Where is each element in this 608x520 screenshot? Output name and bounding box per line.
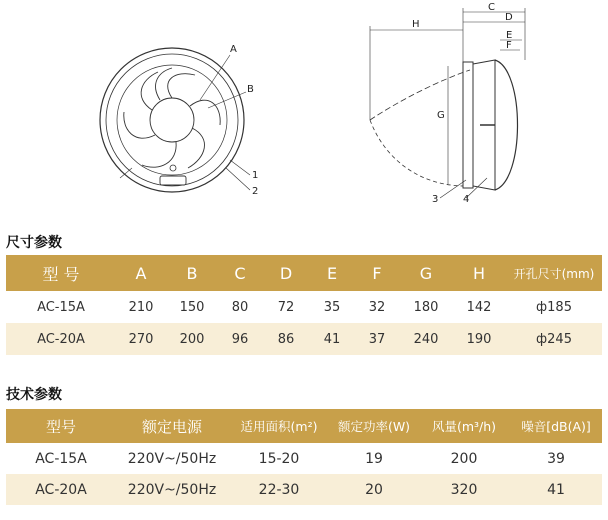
hub-circle bbox=[150, 98, 194, 142]
dim-header-f: F bbox=[372, 263, 382, 283]
table-cell: AC-15A bbox=[37, 299, 85, 315]
table-cell: 220V~/50Hz bbox=[127, 450, 217, 467]
tech-header-noise: 噪音[dB(A)] bbox=[521, 419, 591, 434]
table-row bbox=[6, 291, 602, 323]
technical-drawing bbox=[0, 0, 608, 225]
table-cell: 142 bbox=[466, 299, 492, 315]
dim-header-g: G bbox=[419, 263, 433, 283]
dim-header-b: B bbox=[186, 263, 198, 283]
table-cell: 15-20 bbox=[258, 450, 300, 467]
label-G: G bbox=[437, 110, 445, 121]
label-A: A bbox=[230, 44, 237, 55]
label-D: D bbox=[505, 12, 513, 23]
table-cell: 200 bbox=[179, 331, 205, 347]
fan-drawing-svg bbox=[0, 0, 608, 225]
table-cell: 150 bbox=[179, 299, 205, 315]
technical-table bbox=[6, 409, 602, 505]
dim-header-c: C bbox=[234, 263, 246, 283]
dim-header-e: E bbox=[326, 263, 338, 283]
table-cell: 210 bbox=[128, 299, 154, 315]
table-cell: 72 bbox=[277, 299, 295, 315]
table-cell: 39 bbox=[547, 450, 565, 467]
tech-header-model: 型号 bbox=[45, 417, 76, 436]
front-tab bbox=[160, 176, 186, 185]
inner-ring bbox=[106, 54, 238, 186]
table-cell: 220V~/50Hz bbox=[127, 481, 217, 498]
label-B: B bbox=[247, 84, 254, 95]
tech-header-power: 额定功率(W) bbox=[337, 419, 411, 434]
front-view bbox=[100, 48, 250, 192]
dim-header-a: A bbox=[135, 263, 147, 283]
table-row bbox=[6, 323, 602, 355]
front-screw bbox=[170, 165, 176, 171]
label-C: C bbox=[488, 2, 495, 13]
table-cell: 35 bbox=[323, 299, 341, 315]
label-3: 3 bbox=[432, 194, 439, 205]
table-cell: AC-20A bbox=[35, 481, 87, 498]
table-cell: 86 bbox=[277, 331, 295, 347]
technical-title: 技术参数 bbox=[6, 387, 62, 403]
table-cell: AC-20A bbox=[37, 331, 85, 347]
table-cell: AC-15A bbox=[35, 450, 87, 467]
tech-header-airflow: 风量(m³/h) bbox=[431, 419, 497, 434]
table-cell: 190 bbox=[466, 331, 492, 347]
table-cell: 320 bbox=[450, 481, 478, 498]
dimensions-title: 尺寸参数 bbox=[6, 235, 62, 251]
table-row bbox=[6, 443, 602, 474]
tech-header-area: 适用面积(m²) bbox=[240, 419, 318, 434]
table-cell: 20 bbox=[365, 481, 383, 498]
label-E: E bbox=[506, 30, 513, 41]
label-F: F bbox=[506, 40, 512, 51]
tech-header-power-supply: 额定电源 bbox=[141, 417, 202, 436]
fan-blades bbox=[124, 68, 220, 168]
dim-header-model: 型 号 bbox=[42, 264, 80, 284]
dim-header-h: H bbox=[472, 263, 486, 283]
table-cell: 80 bbox=[231, 299, 249, 315]
table-cell: 41 bbox=[323, 331, 341, 347]
dimensions-header-row bbox=[6, 255, 602, 291]
table-row bbox=[6, 474, 602, 505]
table-cell: 41 bbox=[547, 481, 565, 498]
label-1: 1 bbox=[252, 170, 259, 181]
table-cell: 200 bbox=[450, 450, 478, 467]
dim-header-cutout: 开孔尺寸(mm) bbox=[513, 266, 595, 281]
side-view bbox=[370, 8, 525, 198]
table-cell: 96 bbox=[231, 331, 249, 347]
table-cell: ф245 bbox=[536, 331, 572, 347]
table-cell: ф185 bbox=[536, 299, 572, 315]
dim-header-d: D bbox=[279, 263, 293, 283]
table-cell: 22-30 bbox=[258, 481, 300, 498]
label-H: H bbox=[412, 19, 420, 30]
dimensions-table bbox=[6, 255, 602, 355]
table-cell: 32 bbox=[368, 299, 386, 315]
table-cell: 240 bbox=[413, 331, 439, 347]
table-cell: 37 bbox=[368, 331, 386, 347]
label-2: 2 bbox=[252, 186, 259, 197]
table-cell: 19 bbox=[365, 450, 383, 467]
table-cell: 270 bbox=[128, 331, 154, 347]
label-4: 4 bbox=[463, 194, 470, 205]
outer-ring bbox=[100, 48, 244, 192]
technical-header-row bbox=[6, 409, 602, 443]
table-cell: 180 bbox=[413, 299, 439, 315]
